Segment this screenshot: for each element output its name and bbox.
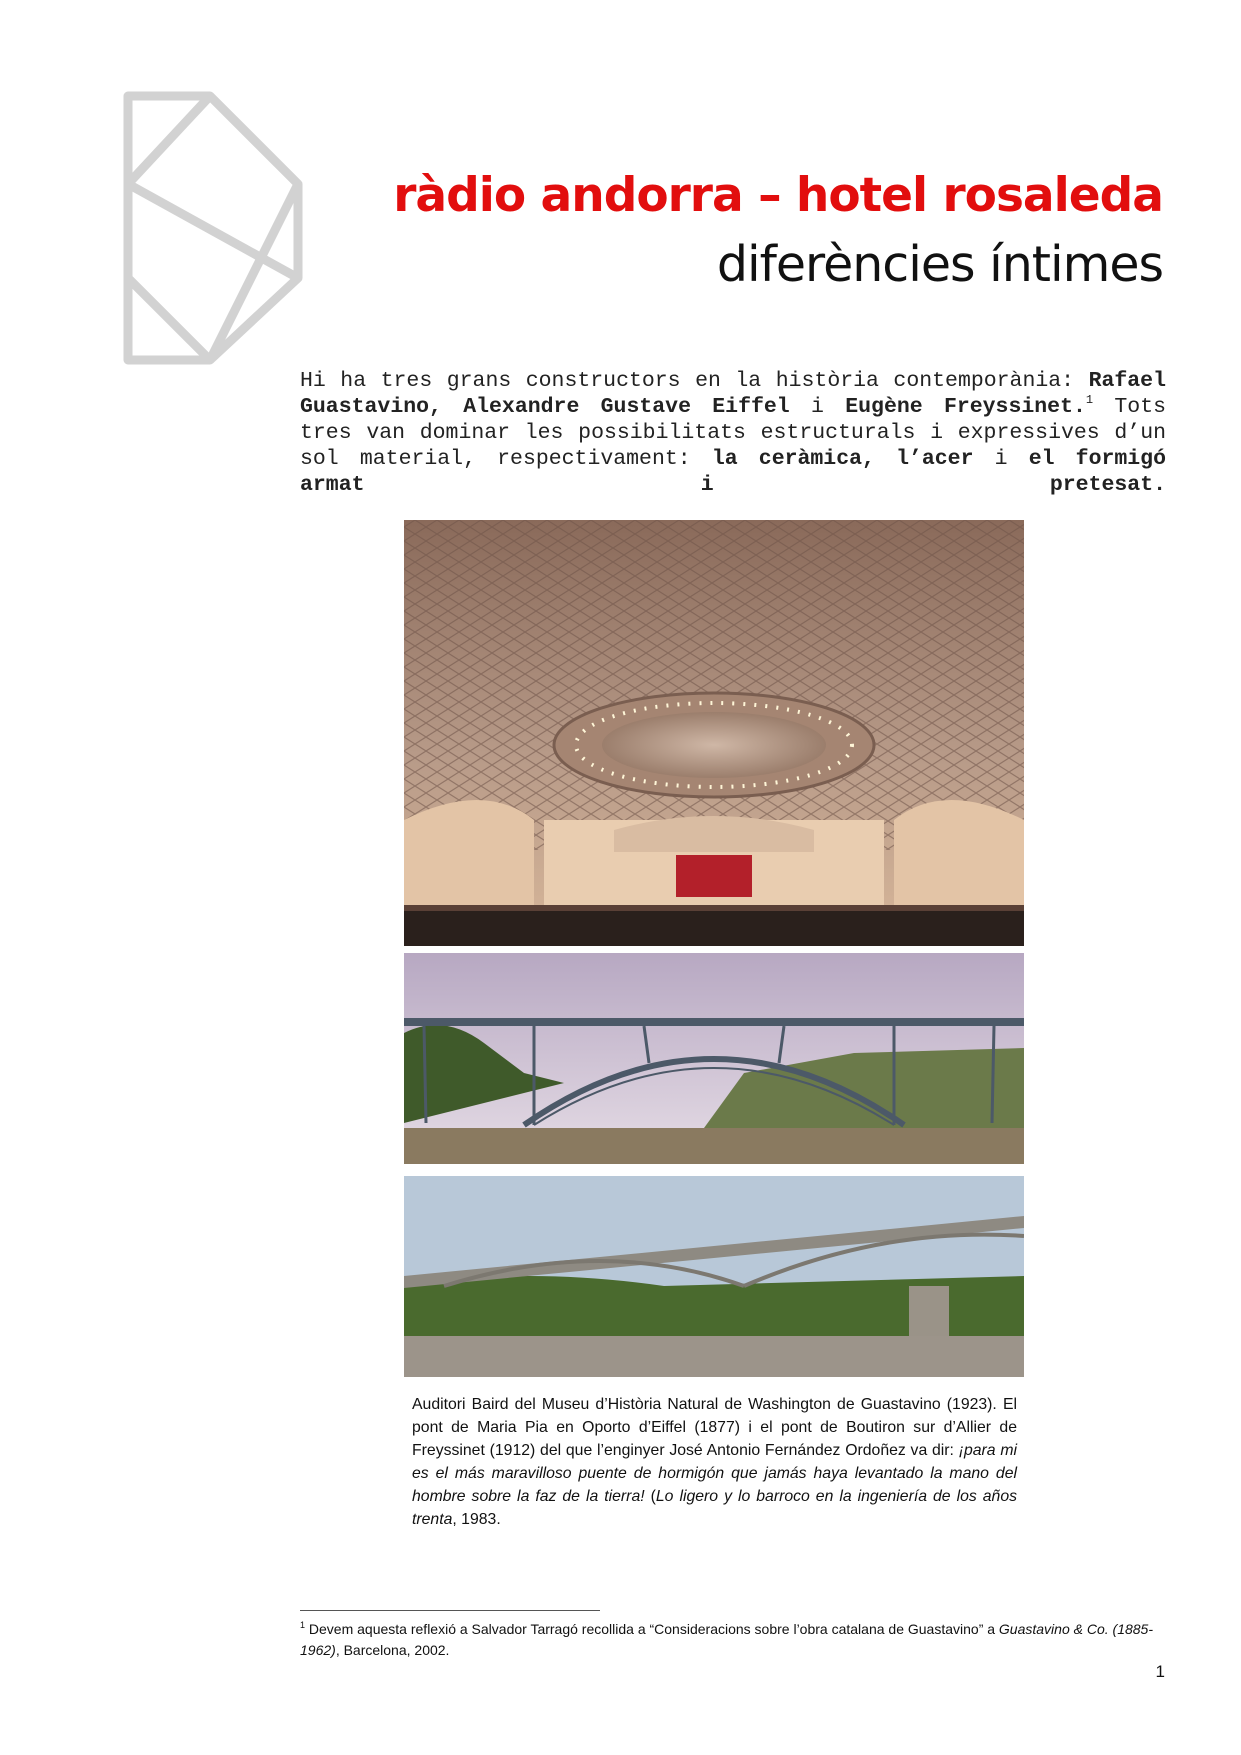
footnote-number: 1 [300, 1620, 306, 1630]
caption-text: , 1983. [452, 1511, 501, 1528]
document-subtitle: diferències íntimes [716, 236, 1163, 293]
intro-bold-materials: el formigó armat i pretesat. [300, 447, 1166, 497]
boutiron-bridge-photo [404, 1176, 1024, 1377]
intro-text: i [811, 395, 824, 419]
intro-paragraph [300, 368, 1166, 498]
footnote-text: Devem aquesta reflexió a Salvador Tarragó recollida a “Consideracions sobre l’obra catalana de Guastavino” a [308, 1621, 996, 1637]
intro-bold-materials: la ceràmica, l’acer [711, 447, 974, 471]
caption-text: Auditori Baird del Museu d’Història Natural de Washington de Guastavino (1923). El pont de Maria Pia en Oporto d’Eiffel (1877) i el pont de Boutiron sur d’Allier de Freyssinet (1912) del que l’enginyer José Antonio Fernández Ordoñez va dir: [412, 1396, 1017, 1459]
figure-caption [412, 1393, 1017, 1531]
intro-text: Tots tres van dominar les possibilitats estructurals i expressives d’un sol material, respectivament: [300, 395, 1167, 471]
logo-icon [120, 88, 315, 368]
footnote-reference[interactable]: 1 [1085, 393, 1094, 407]
footnote-text: , Barcelona, 2002. [335, 1642, 450, 1658]
intro-bold-names: Rafael Guastavino, Alexandre Gustave Eiffel [300, 369, 1166, 419]
intro-bold-name: Eugène Freyssinet. [845, 395, 1086, 419]
footnote [300, 1619, 1160, 1661]
page-number: 1 [1155, 1662, 1165, 1681]
auditorium-photo [404, 520, 1024, 946]
caption-text: ( [650, 1488, 656, 1505]
document-title: ràdio andorra – hotel rosaleda [393, 168, 1163, 223]
footnote-book-title: Guastavino & Co. (1885-1962) [300, 1621, 1154, 1658]
caption-quote: ¡para mi es el más maravilloso puente de hormigón que jamás haya levantado la mano del hombre sobre la faz de la tierra! [412, 1442, 1018, 1505]
footnote-divider [300, 1610, 600, 1611]
caption-book-title: Lo ligero y lo barroco en la ingeniería de los años trenta [412, 1488, 1018, 1528]
intro-text: i [994, 447, 1008, 471]
maria-pia-bridge-photo [404, 953, 1024, 1164]
intro-text: Hi ha tres grans constructors en la història contemporània: [300, 369, 1075, 393]
